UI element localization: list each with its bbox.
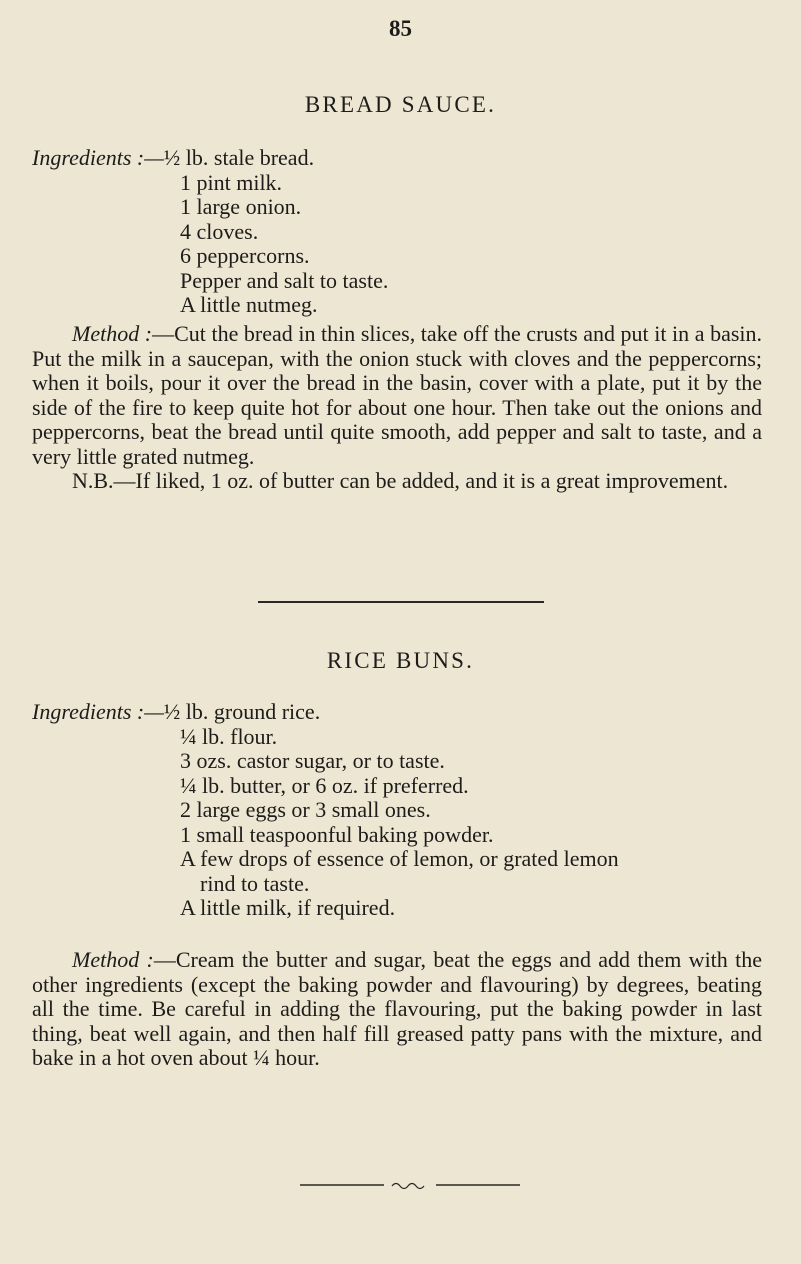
page-number: 85 [389, 16, 412, 41]
ingredient-row [32, 293, 388, 318]
ingredient-item: 6 peppercorns. [180, 243, 310, 268]
end-ornament [300, 1180, 520, 1190]
method-label: Method : [72, 947, 154, 972]
ingredient-item: Pepper and salt to taste. [180, 267, 389, 293]
ingredient-item: ¼ lb. butter, or 6 oz. if preferred. [180, 772, 469, 798]
ingredient-item: ½ lb. ground rice. [163, 699, 321, 724]
method-text: —Cut the bread in thin slices, take off the crusts and put it in a basin. Put the milk in a saucepan, with the onion stuck with cloves and the peppercorns; when it boils, pour it over the bread in the basin, cover with a plate, put it by the side of the fire to keep quite hot for about one hour. Then take out the onions and peppercorns, beat the bread until quite smooth, add pepper and salt to taste, and a very little grated nutmeg. [32, 321, 763, 469]
ingredient-item: A little nutmeg. [180, 292, 318, 317]
method-text: —Cream the butter and sugar, beat the eggs and add them with the other ingredients (except the baking powder and flavouring) by degrees, beating all the time. Be careful in adding the flavouring, put the baking powder in last thing, beat well again, and then half fill greased patty pans with the mixture, and bake in a hot oven about ¼ hour. [32, 947, 762, 1070]
method-block-bread-sauce [32, 322, 762, 494]
ingredient-row [32, 725, 619, 750]
method-label: Method : [72, 321, 153, 346]
section-divider [258, 601, 544, 603]
ingredient-item: ¼ lb. flour. [180, 723, 278, 749]
ingredient-row [32, 220, 388, 245]
recipe-title-bread-sauce: BREAD SAUCE. [304, 92, 497, 117]
ingredient-item: rind to taste. [200, 870, 310, 896]
ingredient-row [32, 798, 619, 823]
ingredient-item: 1 small teaspoonful baking powder. [180, 821, 494, 847]
ingredient-item: A little milk, if required. [180, 895, 396, 920]
note-paragraph: N.B.—If liked, 1 oz. of butter can be added, and it is a great improvement. [72, 468, 729, 493]
ingredient-row [32, 171, 388, 196]
ingredient-row [32, 146, 388, 171]
ingredient-row [32, 749, 619, 774]
ingredients-list-bread-sauce [32, 146, 388, 318]
method-paragraph [32, 322, 762, 469]
ingredient-item: 3 ozs. castor sugar, or to taste. [180, 748, 445, 773]
ingredient-row [32, 700, 619, 725]
ingredients-list-rice-buns [32, 700, 619, 921]
ingredient-item: A few drops of essence of lemon, or grated lemon [180, 846, 619, 871]
ingredient-row [32, 269, 388, 294]
method-block-rice-buns [32, 948, 762, 1071]
method-paragraph [32, 948, 762, 1071]
ingredient-row [32, 847, 619, 872]
ingredient-item: 1 large onion. [180, 194, 302, 219]
ingredient-item: ½ lb. stale bread. [163, 145, 315, 170]
ingredient-item: 2 large eggs or 3 small ones. [180, 797, 431, 822]
ingredient-row [32, 195, 388, 220]
ingredient-row [32, 896, 619, 921]
recipe-title-rice-buns: RICE BUNS. [326, 648, 475, 673]
ingredient-row [32, 244, 388, 269]
ingredients-label: Ingredients :— [32, 145, 164, 170]
ingredient-item: 1 pint milk. [180, 169, 283, 195]
ingredient-item: 4 cloves. [180, 218, 259, 244]
ingredient-row [32, 774, 619, 799]
ingredients-label: Ingredients :— [32, 699, 164, 724]
ingredient-row [32, 823, 619, 848]
ingredient-row [32, 872, 619, 897]
